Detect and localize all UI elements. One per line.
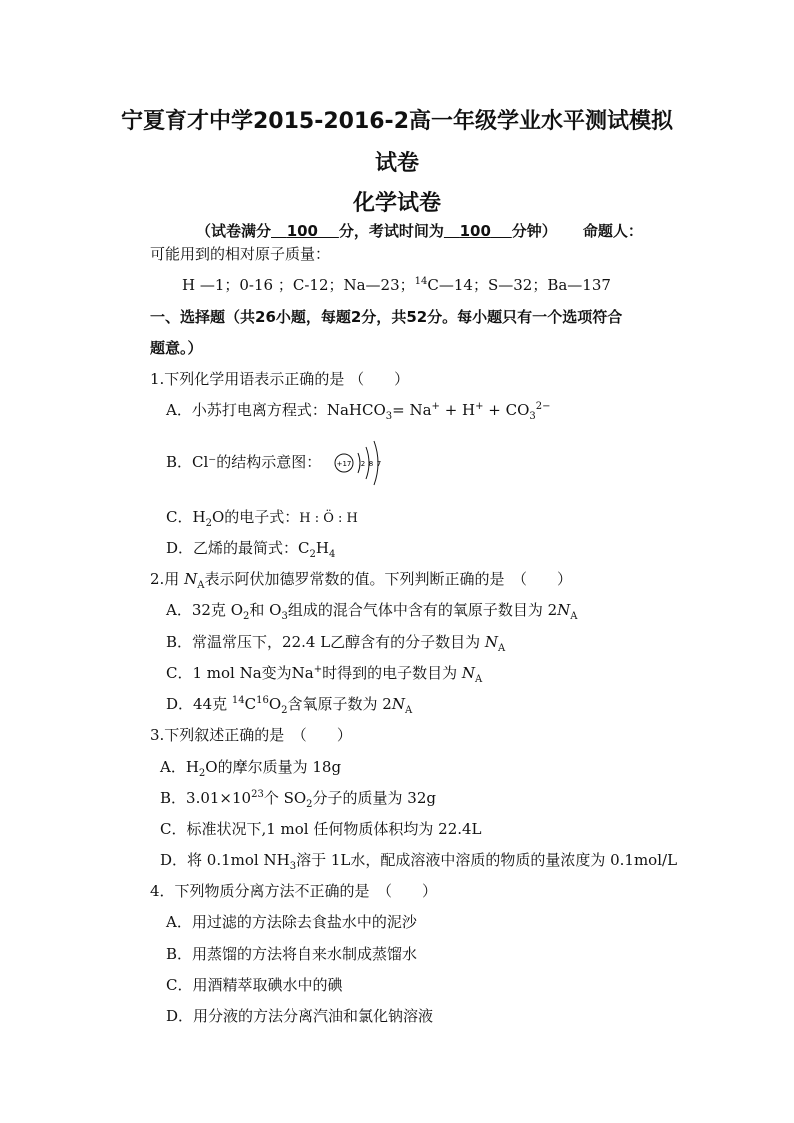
time-value — [444, 222, 512, 240]
atomic-mass-part2: C—14；S—32；Ba—137 — [427, 276, 611, 294]
q1-c-sub: 2 — [205, 518, 212, 529]
q4-option-d: D．用分液的方法分离汽油和氯化钠溶液 — [166, 1007, 434, 1025]
avogadro-sub: A — [570, 611, 578, 622]
c14-mass-number: 14 — [414, 276, 428, 287]
avogadro-sub: A — [498, 643, 506, 654]
score-value — [271, 222, 339, 240]
avogadro-symbol: N — [461, 664, 476, 682]
q4-option-b: B．用蒸馏的方法将自来水制成蒸馏水 — [166, 945, 418, 963]
avogadro-sub: A — [197, 580, 205, 591]
q1-d-text1: D．乙烯的最简式：C — [166, 539, 310, 557]
q1-d-sub1: 2 — [309, 549, 316, 560]
q1-a-sub: 3 — [385, 411, 393, 422]
q2-d-text1: D．44克 — [166, 695, 232, 713]
shell-1-electrons: 2 — [360, 460, 366, 468]
q2-d-sup14: 14 — [231, 695, 245, 706]
q3-a-text2: O的摩尔质量为 18g — [205, 758, 342, 776]
q3-b-text1: B．3.01×10 — [160, 789, 252, 807]
q2-stem-pre: 2.用 — [150, 570, 185, 588]
q2-option-b — [166, 632, 505, 652]
q3-a-text1: A．H — [160, 758, 199, 776]
exam-title-line1: 宁夏育才中学2015-2016-2高一年级学业水平测试模拟 — [120, 109, 674, 134]
q1-a-sup3: 2− — [535, 401, 551, 412]
q1-a-sup1: + — [431, 401, 440, 412]
water-electron-formula: H : Ö : H — [299, 511, 358, 526]
q1-d-sub2: 4 — [328, 549, 336, 560]
score-number: 100 — [286, 222, 318, 240]
q2-d-oxygen: O — [268, 695, 282, 713]
q1-a-text2: = Na — [392, 401, 432, 419]
time-number: 100 — [459, 222, 491, 240]
q1-option-c — [166, 507, 358, 529]
exam-info — [196, 221, 643, 241]
chlorine-ion-structure-diagram — [332, 436, 392, 490]
q1-a-sup2: + — [475, 401, 484, 412]
q3-a-sub: 2 — [198, 768, 206, 779]
q2-d-sup16: 16 — [256, 695, 269, 706]
q2-a-sub1: 2 — [243, 611, 250, 622]
q4-option-a: A．用过滤的方法除去食盐水中的泥沙 — [166, 913, 417, 931]
q2-option-d — [166, 694, 412, 714]
avogadro-symbol: N — [184, 570, 198, 588]
q2-a-text3: 组成的混合气体中含有的氧原子数目为 2 — [287, 601, 558, 619]
q2-a-text1: A．32克 O — [166, 601, 243, 619]
q3-d-text2: 溶于 1L水，配成溶液中溶质的物质的量浓度为 0.1mol/L — [296, 851, 678, 869]
section1-heading-line1: 一、选择题（共26小题，每题2分，共52分。每小题只有一个选项符合 — [150, 308, 623, 326]
avogadro-symbol: N — [557, 601, 571, 619]
q2-option-a — [166, 600, 578, 620]
q1-b-text: B．Cl⁻的结构示意图： — [166, 453, 322, 471]
q2-option-c — [166, 663, 482, 683]
q3-option-c: C．标准状况下,1 mol 任何物质体积均为 22.4L — [160, 820, 482, 838]
q4-stem: 4．下列物质分离方法不正确的是 （ ） — [150, 882, 438, 900]
atomic-mass-intro: 可能用到的相对原子质量： — [150, 245, 331, 263]
exam-subtitle: 化学试卷 — [352, 191, 441, 216]
section1-heading-line2: 题意。） — [150, 339, 203, 357]
avogadro-symbol: N — [391, 695, 405, 713]
q3-b-text2: 个 SO — [263, 789, 307, 807]
atomic-mass-part1: H —1；0-16 ；C-12；Na—23； — [182, 276, 415, 294]
q1-option-d — [166, 538, 335, 558]
q2-c-text2: 时得到的电子数目为 — [322, 664, 462, 682]
q3-stem: 3.下列叙述正确的是 （ ） — [150, 726, 352, 744]
q1-a-text1: A．小苏打电离方程式：NaHCO — [166, 401, 386, 419]
q2-a-text2: 和 O — [249, 601, 282, 619]
avogadro-symbol: N — [484, 633, 499, 651]
q3-b-sup: 23 — [251, 789, 264, 800]
q3-option-a — [160, 757, 341, 777]
q2-d-sub2: 2 — [281, 705, 288, 716]
author-label: 命题人： — [582, 222, 643, 240]
q2-a-sub2: 3 — [281, 611, 288, 622]
exam-title-line2: 试卷 — [374, 151, 419, 176]
q3-b-text3: 分子的质量为 32g — [312, 789, 436, 807]
q2-stem — [150, 569, 572, 589]
shell-3-electrons: 7 — [376, 460, 382, 468]
q2-c-text1: C．1 mol Na变为Na — [166, 664, 314, 682]
exam-info-close: 分钟） — [511, 222, 557, 240]
q2-d-text2: 含氧原子数为 2 — [287, 695, 392, 713]
nucleus-charge: +17 — [336, 460, 352, 468]
q1-a-sub2: 3 — [529, 411, 536, 422]
q1-c-text1: C．H — [166, 508, 206, 526]
q1-c-text2: O的电子式： — [211, 508, 300, 526]
q1-option-a — [166, 400, 551, 420]
avogadro-sub: A — [404, 705, 413, 716]
q3-d-sub: 3 — [289, 861, 297, 872]
q3-b-sub: 2 — [306, 799, 313, 810]
q1-d-text2: H — [315, 539, 329, 557]
q1-a-text3: + H — [439, 401, 476, 419]
q1-option-b — [166, 452, 321, 472]
exam-info-open: （试卷满分 — [196, 222, 272, 240]
shell-2-electrons: 8 — [368, 460, 374, 468]
atomic-mass-list — [182, 275, 611, 295]
q4-option-c: C．用酒精萃取碘水中的碘 — [166, 976, 343, 994]
q2-b-text: B．常温常压下，22.4 L乙醇含有的分子数目为 — [166, 633, 485, 651]
q1-a-text4: + CO — [483, 401, 530, 419]
q1-stem: 1.下列化学用语表示正确的是 （ ） — [150, 370, 410, 388]
q2-d-carbon: C — [244, 695, 257, 713]
q3-option-d — [160, 850, 677, 870]
q2-c-sup: + — [313, 664, 323, 675]
electron-shell-1 — [358, 453, 360, 473]
q3-option-b — [160, 788, 436, 808]
q3-d-text1: D．将 0.1mol NH — [160, 851, 290, 869]
exam-info-mid: 分，考试时间为 — [338, 222, 444, 240]
q2-stem-post: 表示阿伏加德罗常数的值。下列判断正确的是 （ ） — [204, 570, 572, 588]
avogadro-sub: A — [475, 674, 483, 685]
